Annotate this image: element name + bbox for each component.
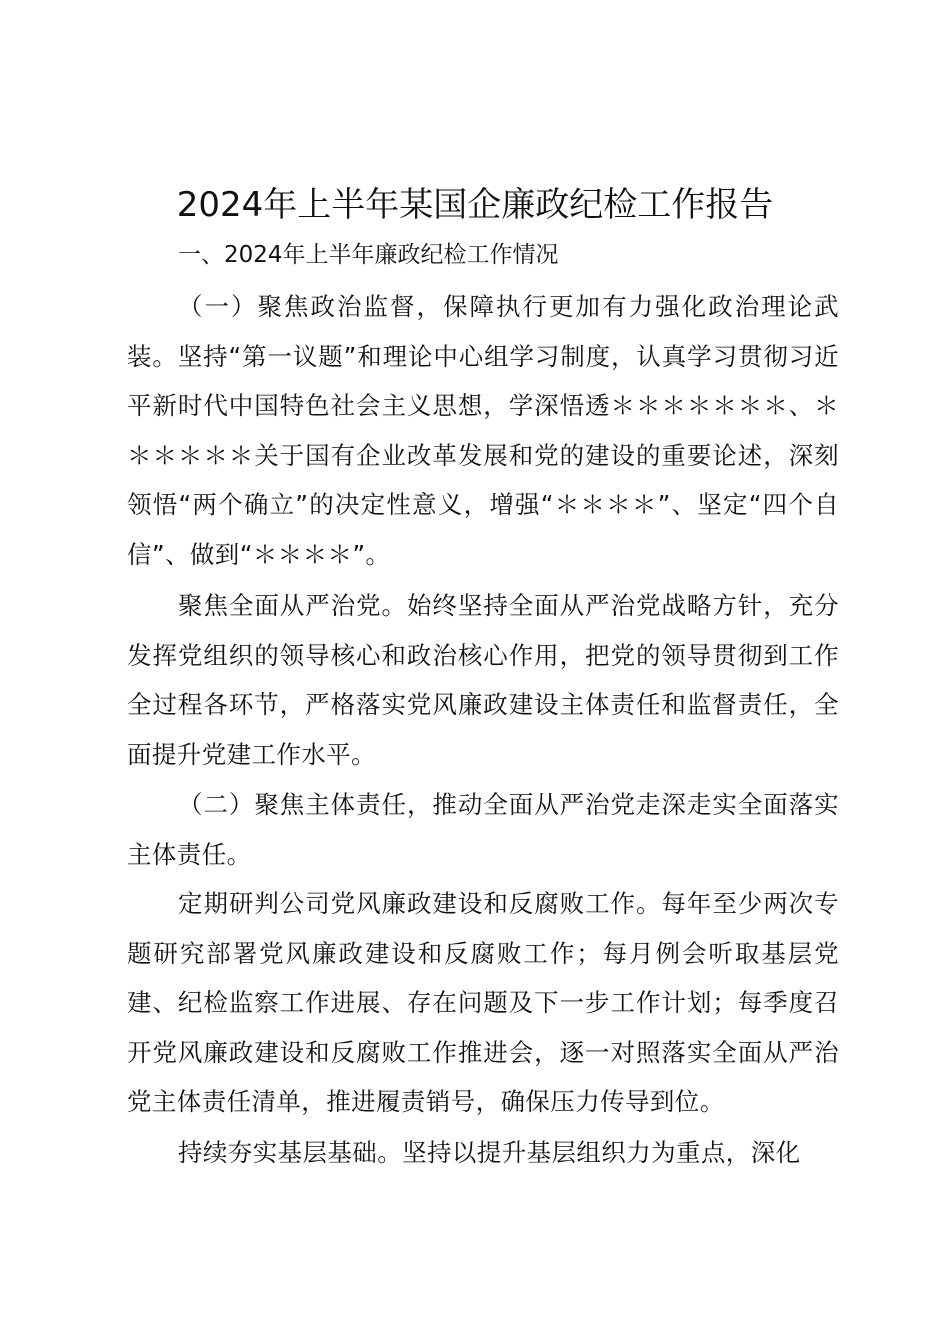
paragraph-political-supervision: （一）聚焦政治监督，保障执行更加有力强化政治理论武装。坚持“第一议题”和理论中心组学习制度，认真学习贯彻习近平新时代中国特色社会主义思想，学深悟透＊＊＊＊＊＊＊、＊＊＊＊＊＊关于国有企业改革发展和党的建设的重要论述，深刻领悟“两个确立”的决定性意义，增强“＊＊＊＊”、坚定“四个自信”、做到“＊＊＊＊”。: [127, 292, 839, 569]
document-title: 2024年上半年某国企廉政纪检工作报告: [176, 185, 774, 225]
section-heading: 一、2024年上半年廉政纪检工作情况: [178, 242, 559, 268]
paragraph-main-responsibility: （二）聚焦主体责任，推动全面从严治党走深走实全面落实主体责任。: [127, 790, 839, 869]
paragraph-regular-review: 定期研判公司党风廉政建设和反腐败工作。每年至少两次专题研究部署党风廉政建设和反腐败工作；每月例会听取基层党建、纪检监察工作进展、存在问题及下一步工作计划；每季度召开党风廉政建设和反腐败工作推进会，逐一对照落实全面从严治党主体责任清单，推进履责销号，确保压力传导到位。: [127, 889, 839, 1116]
paragraph-grassroots-foundation: 持续夯实基层基础。坚持以提升基层组织力为重点，深化: [178, 1138, 801, 1167]
paragraph-strict-governance: 聚焦全面从严治党。始终坚持全面从严治党战略方针，充分发挥党组织的领导核心和政治核心作用，把党的领导贯彻到工作全过程各环节，严格落实党风廉政建设主体责任和监督责任，全面提升党建工作水平。: [127, 591, 839, 769]
